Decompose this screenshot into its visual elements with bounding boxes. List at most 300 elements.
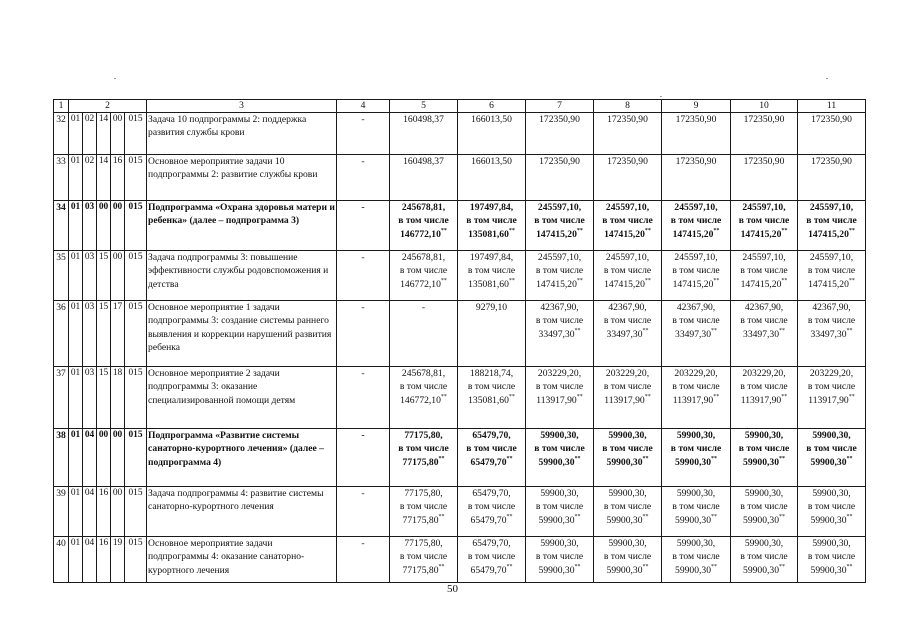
footnote-mark: **	[711, 563, 717, 570]
amount-cell	[798, 537, 866, 583]
including-label: в том числе	[466, 443, 517, 455]
program-name-cell: Задача 10 подпрограммы 2: поддержка развития службы крови	[147, 113, 337, 155]
footnote-mark: **	[440, 393, 447, 400]
including-label: в том числе	[807, 551, 856, 563]
including-amount	[799, 514, 864, 527]
amount-cell	[390, 155, 458, 201]
including-label: в том числе	[806, 215, 857, 227]
budget-code-cell: 03	[83, 301, 97, 367]
including-label: в том числе	[672, 265, 720, 277]
amount-value: 245597,10,	[605, 202, 650, 213]
including-amount	[595, 278, 660, 291]
amount-value: 59900,30,	[608, 538, 647, 549]
footnote-mark: **	[642, 455, 649, 462]
including-value: 59900,30	[743, 456, 779, 468]
including-value: 59900,30	[538, 564, 575, 576]
amount-value: -	[421, 302, 426, 313]
including-label: в том числе	[806, 443, 857, 455]
amount-cell	[526, 487, 594, 537]
amount-cell	[594, 429, 662, 487]
including-amount	[527, 328, 592, 341]
table-row	[54, 155, 866, 201]
including-amount	[799, 278, 864, 291]
column-header: 1	[54, 100, 69, 113]
row-number-cell: 34	[54, 201, 69, 251]
including-label: в том числе	[807, 265, 856, 277]
column-header: 6	[458, 100, 526, 113]
footnote-mark: **	[848, 277, 855, 284]
amount-value: 59900,30,	[676, 538, 716, 549]
including-label: в том числе	[602, 215, 653, 227]
including-amount	[595, 514, 660, 527]
amount-value: 203229,20,	[742, 368, 786, 379]
amount-cell	[458, 367, 526, 429]
footnote-mark: **	[779, 455, 785, 462]
including-amount	[595, 328, 660, 341]
amount-value: 59900,30,	[608, 430, 647, 441]
row-number-cell: 35	[54, 251, 69, 301]
amount-value: 172350,90	[675, 156, 717, 167]
amount-cell	[594, 537, 662, 583]
amount-value: 42367,90,	[744, 302, 784, 313]
budget-code-cell: 01	[69, 301, 83, 367]
footnote-mark: **	[438, 513, 445, 520]
amount-cell	[458, 429, 526, 487]
footnote-mark: **	[781, 277, 788, 284]
including-amount	[663, 456, 729, 469]
amount-value: 245678,81,	[401, 368, 446, 379]
including-label: в том числе	[399, 265, 448, 277]
amount-cell	[798, 251, 866, 301]
including-label: в том числе	[535, 265, 584, 277]
scan-speck	[114, 78, 116, 79]
including-amount	[732, 328, 796, 341]
budget-code-cell: 04	[83, 537, 97, 583]
including-value: 59900,30	[675, 564, 711, 576]
footnote-mark: **	[574, 563, 581, 570]
amount-cell	[798, 367, 866, 429]
col4-cell: -	[337, 537, 390, 583]
including-value: 59900,30	[810, 456, 847, 468]
amount-cell	[798, 201, 866, 251]
including-label: в том числе	[467, 551, 516, 563]
budget-code-cell: 16	[97, 537, 111, 583]
amount-cell	[731, 155, 798, 201]
col4-cell: -	[337, 201, 390, 251]
column-header: 10	[731, 100, 798, 113]
column-header: 11	[798, 100, 866, 113]
row-number-cell: 38	[54, 429, 69, 487]
amount-cell	[594, 113, 662, 155]
including-label: в том числе	[399, 501, 448, 513]
table-row	[54, 201, 866, 251]
amount-cell	[526, 201, 594, 251]
amount-value: 245678,81,	[401, 252, 446, 263]
footnote-mark: **	[781, 393, 788, 400]
amount-value: 42367,90,	[540, 302, 579, 313]
amount-value: 245597,10,	[742, 202, 786, 213]
including-amount	[595, 228, 660, 241]
col4-cell: -	[337, 429, 390, 487]
program-name-cell: Основное мероприятие задачи 10 подпрограммы 2: развитие службы крови	[147, 155, 337, 201]
including-value: 147415,20	[808, 228, 849, 240]
budget-code-cell: 015	[125, 201, 147, 251]
budget-code-cell: 17	[111, 301, 125, 367]
budget-code-cell: 01	[69, 429, 83, 487]
including-value: 59900,30	[675, 514, 711, 526]
including-value: 59900,30	[538, 456, 575, 468]
footnote-mark: **	[642, 563, 649, 570]
including-value: 65479,70	[470, 514, 507, 526]
including-label: в том числе	[807, 381, 856, 393]
amount-value: 172350,90	[539, 114, 580, 125]
budget-code-cell: 015	[125, 301, 147, 367]
col4-cell: -	[337, 113, 390, 155]
including-value: 113917,90	[808, 394, 849, 406]
amount-cell	[798, 429, 866, 487]
amount-cell	[526, 367, 594, 429]
including-amount	[732, 456, 796, 469]
budget-code-cell: 18	[111, 367, 125, 429]
including-amount	[663, 564, 729, 577]
amount-value: 77175,80,	[404, 488, 443, 499]
budget-code-cell: 00	[97, 429, 111, 487]
amount-value: 166013,50	[471, 156, 512, 167]
including-label: в том числе	[603, 501, 652, 513]
budget-code-cell: 00	[111, 251, 125, 301]
including-label: в том числе	[672, 551, 720, 563]
footnote-mark: **	[846, 513, 853, 520]
program-name-cell: Основное мероприятие 1 задачи подпрограммы 3: создание системы раннего выявления и коррекции нарушений развития ребенка	[147, 301, 337, 367]
amount-value: 9279,10	[475, 302, 508, 313]
amount-value: 245597,10,	[537, 202, 582, 213]
amount-cell	[662, 537, 731, 583]
including-value: 33497,30	[675, 328, 711, 340]
including-label: в том числе	[398, 443, 449, 455]
including-value: 147415,20	[604, 278, 645, 290]
including-value: 146772,10	[400, 228, 441, 240]
including-label: в том числе	[740, 265, 788, 277]
amount-cell	[526, 301, 594, 367]
column-header: 8	[594, 100, 662, 113]
including-value: 65479,70	[470, 564, 507, 576]
amount-cell	[526, 155, 594, 201]
amount-cell	[390, 251, 458, 301]
footnote-mark: **	[574, 327, 581, 334]
footnote-mark: **	[848, 227, 855, 234]
amount-cell	[594, 367, 662, 429]
amount-value: 245597,10,	[742, 252, 786, 263]
column-header: 4	[337, 100, 390, 113]
budget-code-cell: 00	[111, 113, 125, 155]
footnote-mark: **	[713, 227, 720, 234]
amount-cell	[731, 113, 798, 155]
amount-value: 42367,90,	[676, 302, 716, 313]
budget-code-cell: 015	[125, 367, 147, 429]
including-amount	[527, 456, 592, 469]
including-label: в том числе	[467, 265, 516, 277]
including-amount	[663, 394, 729, 407]
including-value: 113917,90	[672, 394, 714, 406]
including-label: в том числе	[603, 265, 652, 277]
including-value: 146772,10	[400, 278, 441, 290]
footnote-mark: **	[506, 563, 513, 570]
budget-code-cell: 015	[125, 487, 147, 537]
footnote-mark: **	[508, 277, 515, 284]
budget-code-cell: 01	[69, 251, 83, 301]
including-amount	[527, 228, 592, 241]
including-amount	[527, 514, 592, 527]
amount-value: 197497,84,	[469, 202, 514, 213]
including-value: 77175,80	[402, 564, 439, 576]
amount-value: 245597,10,	[674, 252, 718, 263]
amount-cell	[662, 367, 731, 429]
col4-cell: -	[337, 155, 390, 201]
amount-cell	[594, 487, 662, 537]
budget-code-cell: 15	[97, 251, 111, 301]
row-number-cell: 32	[54, 113, 69, 155]
amount-cell	[458, 537, 526, 583]
footnote-mark: **	[848, 393, 855, 400]
footnote-mark: **	[644, 277, 651, 284]
budget-code-cell: 14	[97, 155, 111, 201]
footnote-mark: **	[506, 455, 513, 462]
amount-value: 77175,80,	[404, 430, 443, 441]
row-number-cell: 40	[54, 537, 69, 583]
including-value: 147415,20	[604, 228, 645, 240]
amount-cell	[594, 301, 662, 367]
including-label: в том числе	[670, 443, 722, 455]
including-amount	[527, 564, 592, 577]
amount-value: 59900,30,	[540, 538, 579, 549]
footnote-mark: **	[711, 513, 717, 520]
amount-value: 172350,90	[675, 114, 717, 125]
amount-value: 203229,20,	[674, 368, 718, 379]
budget-code-cell: 00	[111, 429, 125, 487]
program-name-cell: Подпрограмма «Охрана здоровья матери и ребенка» (далее – подпрограмма 3)	[147, 201, 337, 251]
including-amount	[663, 278, 729, 291]
amount-value: 59900,30,	[744, 430, 784, 441]
budget-code-cell: 015	[125, 429, 147, 487]
including-label: в том числе	[672, 315, 720, 327]
amount-value: 65479,70,	[472, 538, 511, 549]
footnote-mark: **	[574, 455, 581, 462]
amount-cell	[731, 201, 798, 251]
budget-code-cell: 14	[97, 113, 111, 155]
including-label: в том числе	[466, 215, 517, 227]
amount-value: 42367,90,	[608, 302, 647, 313]
including-value: 147415,20	[536, 278, 577, 290]
col4-cell: -	[337, 301, 390, 367]
amount-cell	[390, 537, 458, 583]
footnote-mark: **	[642, 327, 649, 334]
including-amount	[595, 564, 660, 577]
amount-cell	[662, 487, 731, 537]
including-label: в том числе	[399, 551, 448, 563]
footnote-mark: **	[713, 393, 720, 400]
including-label: в том числе	[535, 315, 584, 327]
budget-code-cell: 16	[111, 155, 125, 201]
including-label: в том числе	[807, 501, 856, 513]
budget-code-cell: 015	[125, 251, 147, 301]
footnote-mark: **	[440, 227, 447, 234]
amount-cell	[662, 301, 731, 367]
amount-value: 172350,90	[539, 156, 580, 167]
amount-cell	[526, 113, 594, 155]
including-amount	[459, 228, 524, 241]
program-name-cell: Основное мероприятие задачи подпрограммы 4: оказание санаторно-курортного лечения	[147, 537, 337, 583]
amount-value: 172350,90	[607, 114, 648, 125]
amount-cell	[731, 367, 798, 429]
amount-cell	[458, 201, 526, 251]
amount-value: 77175,80,	[404, 538, 443, 549]
including-value: 146772,10	[400, 394, 441, 406]
col4-cell: -	[337, 487, 390, 537]
including-label: в том числе	[534, 443, 585, 455]
including-label: в том числе	[467, 501, 516, 513]
amount-value: 59900,30,	[540, 488, 579, 499]
amount-cell	[798, 301, 866, 367]
budget-code-cell: 01	[69, 155, 83, 201]
table-body	[54, 100, 866, 583]
amount-value: 42367,90,	[812, 302, 851, 313]
including-value: 65479,70	[470, 456, 507, 468]
footnote-mark: **	[713, 277, 720, 284]
footnote-mark: **	[438, 455, 445, 462]
budget-code-cell: 00	[97, 201, 111, 251]
including-value: 33497,30	[743, 328, 779, 340]
including-label: в том числе	[738, 215, 790, 227]
footnote-mark: **	[438, 563, 445, 570]
including-label: в том числе	[603, 551, 652, 563]
table-row	[54, 367, 866, 429]
footnote-mark: **	[576, 227, 583, 234]
amount-value: 172350,90	[743, 156, 785, 167]
amount-cell	[594, 201, 662, 251]
budget-code-cell: 03	[83, 367, 97, 429]
including-amount	[391, 394, 456, 407]
including-value: 77175,80	[402, 514, 439, 526]
amount-value: 245597,10,	[605, 252, 650, 263]
amount-cell	[458, 155, 526, 201]
including-label: в том числе	[670, 215, 722, 227]
amount-value: 203229,20,	[809, 368, 854, 379]
column-header: 5	[390, 100, 458, 113]
including-amount	[391, 564, 456, 577]
amount-cell	[662, 155, 731, 201]
including-value: 59900,30	[810, 514, 847, 526]
including-amount	[732, 514, 796, 527]
including-value: 59900,30	[810, 564, 847, 576]
including-amount	[459, 514, 524, 527]
amount-cell	[458, 487, 526, 537]
including-value: 59900,30	[743, 564, 779, 576]
budget-code-cell: 04	[83, 429, 97, 487]
including-amount	[459, 394, 524, 407]
footnote-mark: **	[711, 455, 717, 462]
table-row	[54, 113, 866, 155]
including-value: 33497,30	[810, 328, 847, 340]
footnote-mark: **	[574, 513, 581, 520]
amount-value: 59900,30,	[812, 488, 851, 499]
col4-cell: -	[337, 251, 390, 301]
table-row	[54, 537, 866, 583]
including-label: в том числе	[740, 381, 788, 393]
table-row	[54, 301, 866, 367]
including-label: в том числе	[398, 215, 449, 227]
footnote-mark: **	[508, 227, 515, 234]
including-value: 135081,60	[468, 228, 509, 240]
including-amount	[799, 394, 864, 407]
amount-value: 59900,30,	[744, 538, 784, 549]
page-number: 50	[447, 583, 458, 595]
including-amount	[799, 564, 864, 577]
amount-value: 245597,10,	[537, 252, 582, 263]
budget-code-cell: 03	[83, 251, 97, 301]
amount-value: 160498,37	[403, 156, 444, 167]
amount-cell	[731, 301, 798, 367]
including-value: 147415,20	[672, 228, 714, 240]
budget-code-cell: 00	[111, 201, 125, 251]
column-header: 3	[147, 100, 337, 113]
footnote-mark: **	[779, 563, 785, 570]
amount-value: 197497,84,	[469, 252, 514, 263]
amount-value: 59900,30,	[676, 430, 716, 441]
amount-value: 65479,70,	[472, 488, 511, 499]
amount-cell	[798, 155, 866, 201]
footnote-mark: **	[846, 327, 853, 334]
amount-cell	[458, 301, 526, 367]
amount-value: 59900,30,	[744, 488, 784, 499]
budget-code-cell: 015	[125, 155, 147, 201]
row-number-cell: 33	[54, 155, 69, 201]
budget-code-cell: 015	[125, 537, 147, 583]
amount-cell	[731, 429, 798, 487]
amount-cell	[390, 301, 458, 367]
including-value: 113917,90	[536, 394, 577, 406]
footnote-mark: **	[779, 327, 785, 334]
including-amount	[732, 564, 796, 577]
footnote-mark: **	[846, 455, 853, 462]
including-amount	[663, 228, 729, 241]
amount-value: 65479,70,	[472, 430, 511, 441]
including-label: в том числе	[535, 501, 584, 513]
amount-value: 245678,81,	[401, 202, 446, 213]
amount-cell	[798, 113, 866, 155]
amount-cell	[526, 537, 594, 583]
including-value: 33497,30	[606, 328, 643, 340]
row-number-cell: 36	[54, 301, 69, 367]
amount-value: 59900,30,	[812, 538, 851, 549]
budget-code-cell: 15	[97, 301, 111, 367]
amount-value: 160498,37	[403, 114, 444, 125]
including-value: 59900,30	[606, 456, 643, 468]
including-amount	[459, 564, 524, 577]
including-label: в том числе	[603, 315, 652, 327]
footnote-mark: **	[779, 513, 785, 520]
including-amount	[595, 394, 660, 407]
including-label: в том числе	[534, 215, 585, 227]
amount-cell	[731, 251, 798, 301]
amount-cell	[662, 113, 731, 155]
including-amount	[799, 328, 864, 341]
including-value: 59900,30	[743, 514, 779, 526]
column-header: 7	[526, 100, 594, 113]
budget-code-cell: 015	[125, 113, 147, 155]
amount-value: 59900,30,	[676, 488, 716, 499]
including-value: 147415,20	[808, 278, 849, 290]
amount-cell	[731, 487, 798, 537]
